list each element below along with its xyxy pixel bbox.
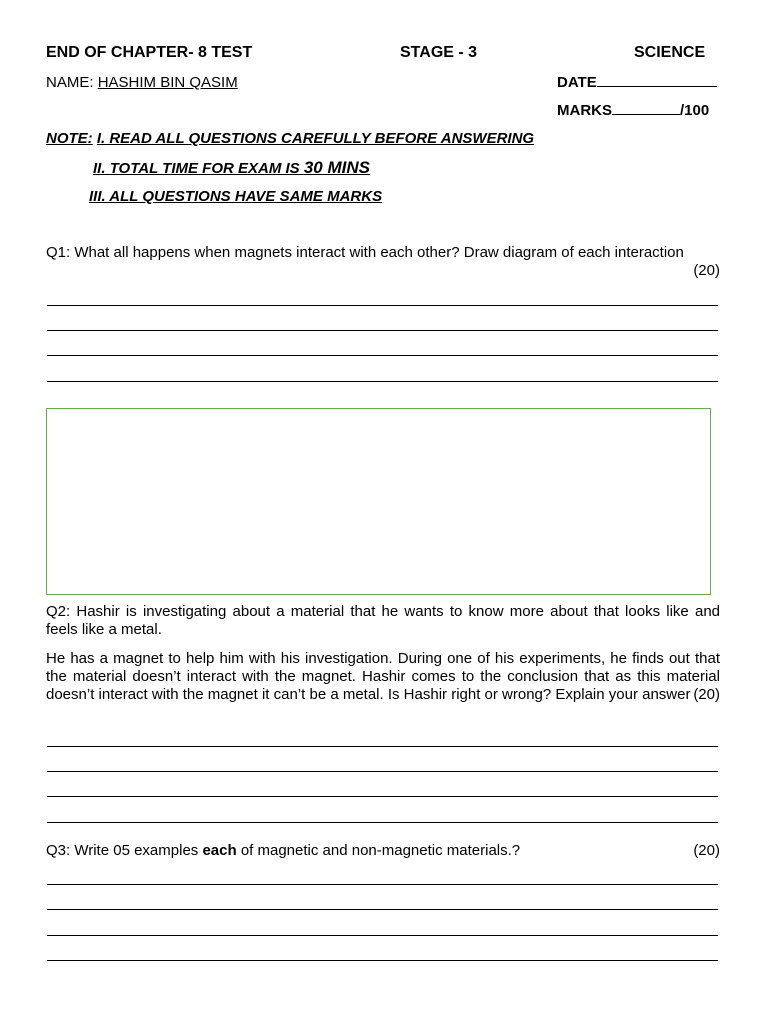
test-title: END OF CHAPTER- 8 TEST [46, 44, 253, 61]
answer-line[interactable] [47, 796, 718, 797]
note-item-3: III. ALL QUESTIONS HAVE SAME MARKS [89, 188, 383, 205]
marks-row [557, 102, 709, 119]
note-line-1 [46, 130, 534, 147]
marks-blank[interactable] [612, 102, 680, 115]
marks-label: MARKS [557, 102, 612, 119]
question-2-marks: (20) [693, 686, 720, 703]
question-1-marks: (20) [693, 262, 720, 279]
answer-line[interactable] [47, 305, 718, 306]
answer-line[interactable] [47, 884, 718, 885]
note-item-1: I. READ ALL QUESTIONS CAREFULLY BEFORE ANSWERING [96, 130, 535, 147]
answer-line[interactable] [47, 822, 718, 823]
answer-line[interactable] [47, 746, 718, 747]
question-2-body-text: He has a magnet to help him with his investigation. During one of his experiments, he finds out that the material doesn’t interact with the magnet. Hashir comes to the conclusion that as this material doesn’t interact with the magnet it can’t be a metal. Is Hashir right or wrong? Explain your answer [46, 650, 720, 703]
question-2-text: Q2: Hashir is investigating about a material that he wants to know more about that looks like and feels like a metal. [46, 603, 720, 638]
name-label: NAME: [46, 74, 98, 91]
answer-line[interactable] [47, 935, 718, 936]
date-label: DATE [557, 74, 597, 91]
name-row [46, 74, 238, 91]
question-3 [46, 842, 720, 860]
question-2-body [46, 650, 720, 704]
note-item-2-time: 30 MINS [303, 158, 370, 177]
answer-line[interactable] [47, 355, 718, 356]
subject-label: SCIENCE [634, 44, 706, 61]
question-1-text: Q1: What all happens when magnets interact with each other? Draw diagram of each interaction [46, 244, 684, 261]
question-3-text-bold: each [202, 842, 237, 859]
student-name: HASHIM BIN QASIM [97, 74, 238, 91]
answer-line[interactable] [47, 960, 718, 961]
note-line-2 [93, 158, 370, 178]
marks-total: /100 [680, 102, 710, 119]
note-item-2-prefix: II. TOTAL TIME FOR EXAM IS [93, 160, 304, 177]
answer-line[interactable] [47, 771, 718, 772]
question-3-text-after: of magnetic and non-magnetic materials.? [236, 842, 521, 859]
answer-line[interactable] [47, 909, 718, 910]
question-3-marks: (20) [693, 842, 720, 859]
answer-line[interactable] [47, 381, 718, 382]
note-label: NOTE: [46, 130, 93, 147]
date-row [557, 74, 717, 91]
diagram-drawing-box[interactable] [46, 408, 711, 595]
answer-line[interactable] [47, 330, 718, 331]
stage-label: STAGE - 3 [400, 44, 478, 61]
date-blank[interactable] [597, 74, 717, 87]
question-3-text-before: Q3: Write 05 examples [46, 842, 203, 859]
question-1 [46, 244, 720, 280]
